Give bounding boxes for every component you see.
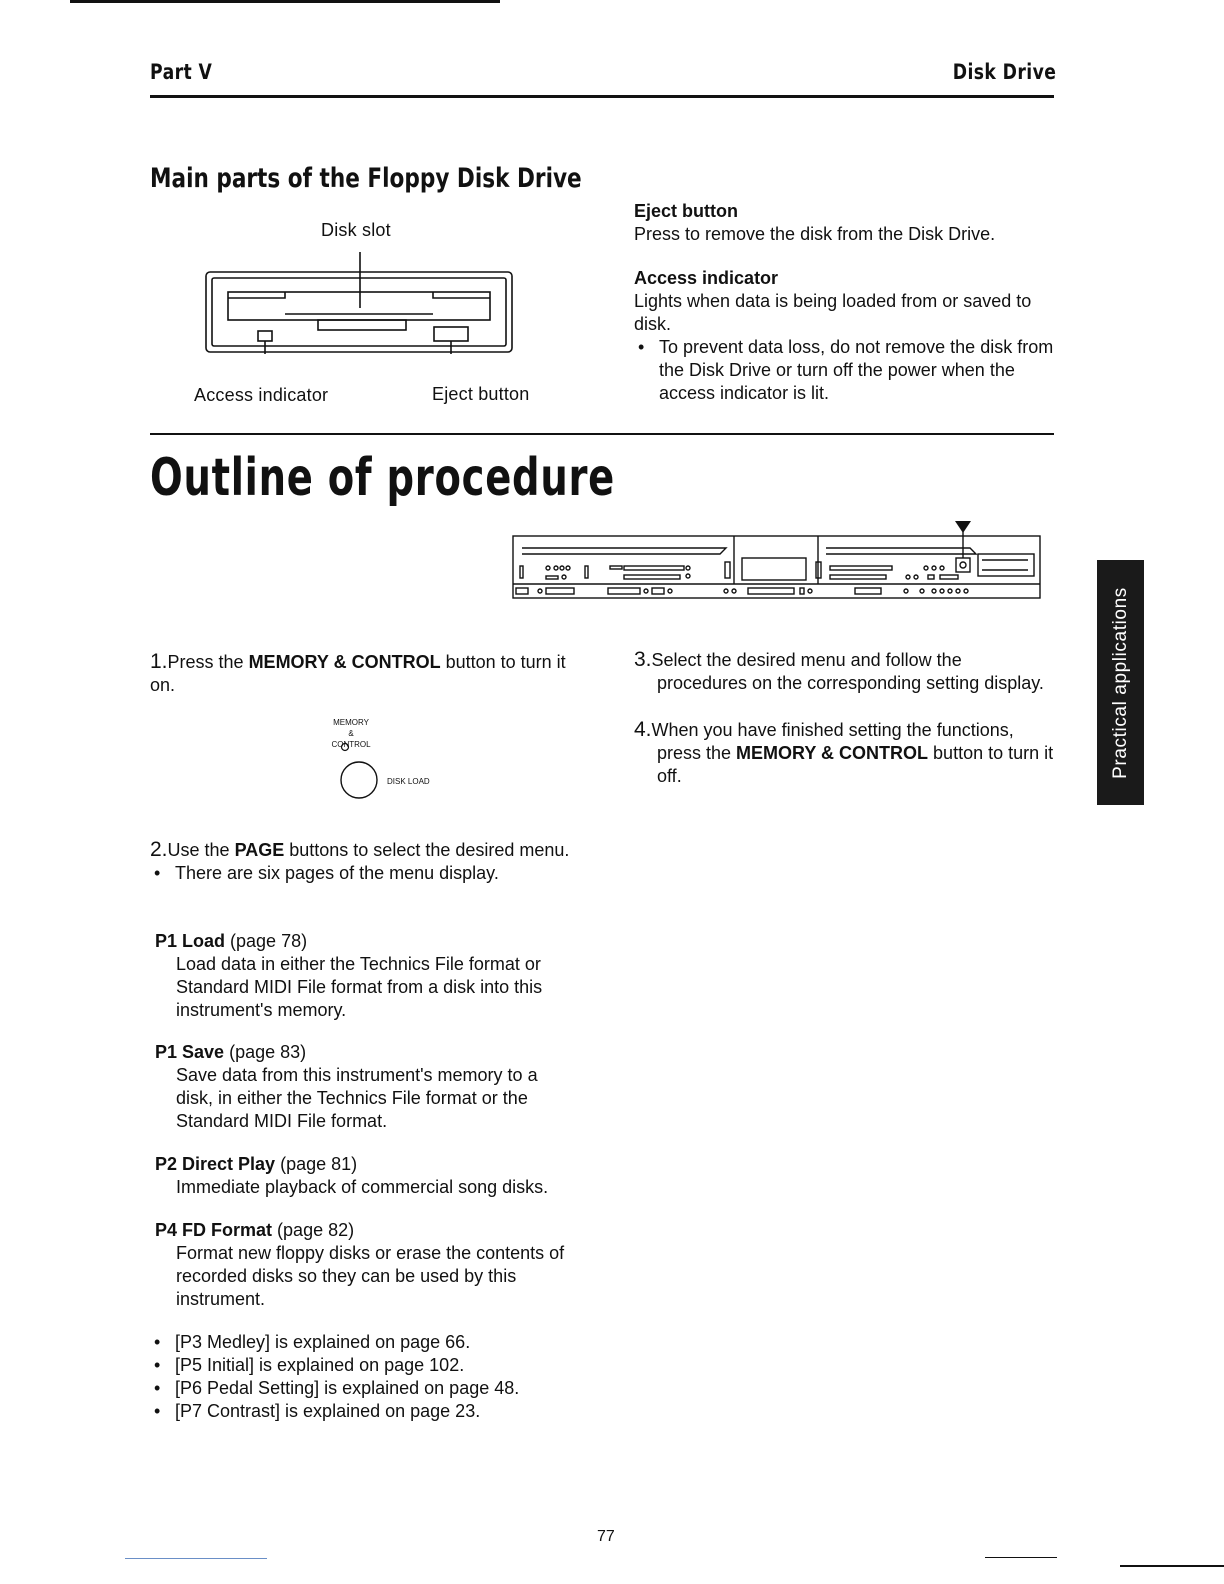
notes-list bbox=[150, 1331, 570, 1423]
step-1: 1.Press the MEMORY & CONTROL button to turn it on. bbox=[150, 650, 566, 695]
access-text: Lights when data is being loaded from or saved to disk. bbox=[634, 291, 1032, 334]
access-indicator-label: Access indicator bbox=[194, 385, 329, 405]
memory-control-button-icon bbox=[956, 558, 970, 572]
note-item: • [P3 Medley] is explained on page 66. bbox=[150, 1331, 570, 1354]
disk-slot-label: Disk slot bbox=[321, 220, 391, 240]
outline-title: Outline of procedure bbox=[150, 448, 616, 508]
memory-control-caption: MEMORY & CONTROL bbox=[331, 718, 371, 749]
menu-item-load: P1 Load (page 78) Load data in either the Technics File format or Standard MIDI File format from a disk into this instrument's memory. bbox=[155, 931, 543, 1020]
round-button-icon bbox=[341, 762, 377, 798]
top-edge-rule bbox=[70, 0, 500, 3]
access-title: Access indicator bbox=[634, 268, 779, 288]
step-3: 3.Select the desired menu and follow the procedures on the corresponding setting display. bbox=[634, 648, 1044, 693]
section-side-tab: Practical applications bbox=[1097, 560, 1144, 805]
note-item: • [P7 Contrast] is explained on page 23. bbox=[150, 1400, 570, 1423]
floppy-drive-diagram bbox=[200, 242, 520, 354]
menu-item-direct-play: P2 Direct Play (page 81) Immediate playback of commercial song disks. bbox=[155, 1154, 549, 1197]
eject-title: Eject button bbox=[634, 201, 738, 221]
footer-rule-right bbox=[985, 1557, 1057, 1558]
eject-text: Press to remove the disk from the Disk Drive. bbox=[634, 224, 996, 244]
header-rule bbox=[150, 95, 1054, 98]
note-item: • [P5 Initial] is explained on page 102. bbox=[150, 1354, 570, 1377]
header-section: Disk Drive bbox=[952, 60, 1056, 84]
section-title: Main parts of the Floppy Disk Drive bbox=[150, 163, 582, 194]
note-item: • [P6 Pedal Setting] is explained on page 48. bbox=[150, 1377, 570, 1400]
step-2: 2.Use the PAGE buttons to select the desired menu. • There are six pages of the menu display. bbox=[150, 838, 570, 885]
step-2-bullet: • There are six pages of the menu display. bbox=[150, 862, 570, 885]
page-number: 77 bbox=[597, 1528, 615, 1545]
eject-description bbox=[634, 200, 1054, 246]
access-warning-bullet: • To prevent data loss, do not remove the disk from the Disk Drive or turn off the power when the access indicator is lit. bbox=[634, 336, 1054, 405]
step-4: 4.When you have finished setting the functions, press the MEMORY & CONTROL button to turn it off. bbox=[634, 718, 1054, 786]
access-description bbox=[634, 267, 1054, 405]
eject-button-label: Eject button bbox=[432, 384, 530, 404]
menu-item-save: P1 Save (page 83) Save data from this instrument's memory to a disk, in either the Technics File format or the Standard MIDI File format. bbox=[155, 1042, 538, 1131]
menu-item-fd-format: P4 FD Format (page 82) Format new floppy disks or erase the contents of recorded disks so they can be used by this instrument. bbox=[155, 1220, 565, 1309]
access-indicator-icon bbox=[258, 331, 272, 341]
footer-rule-left bbox=[125, 1558, 267, 1559]
header-part: Part V bbox=[150, 60, 213, 84]
control-panel-diagram bbox=[510, 518, 1044, 602]
footer-rule-corner bbox=[1120, 1565, 1224, 1567]
section-divider bbox=[150, 433, 1054, 435]
indicator-lamp-icon bbox=[342, 744, 349, 751]
pointer-arrow-icon bbox=[955, 521, 971, 533]
disk-load-caption: DISK LOAD bbox=[387, 777, 430, 786]
eject-button-icon bbox=[434, 327, 468, 341]
memory-control-button[interactable] bbox=[336, 742, 386, 802]
